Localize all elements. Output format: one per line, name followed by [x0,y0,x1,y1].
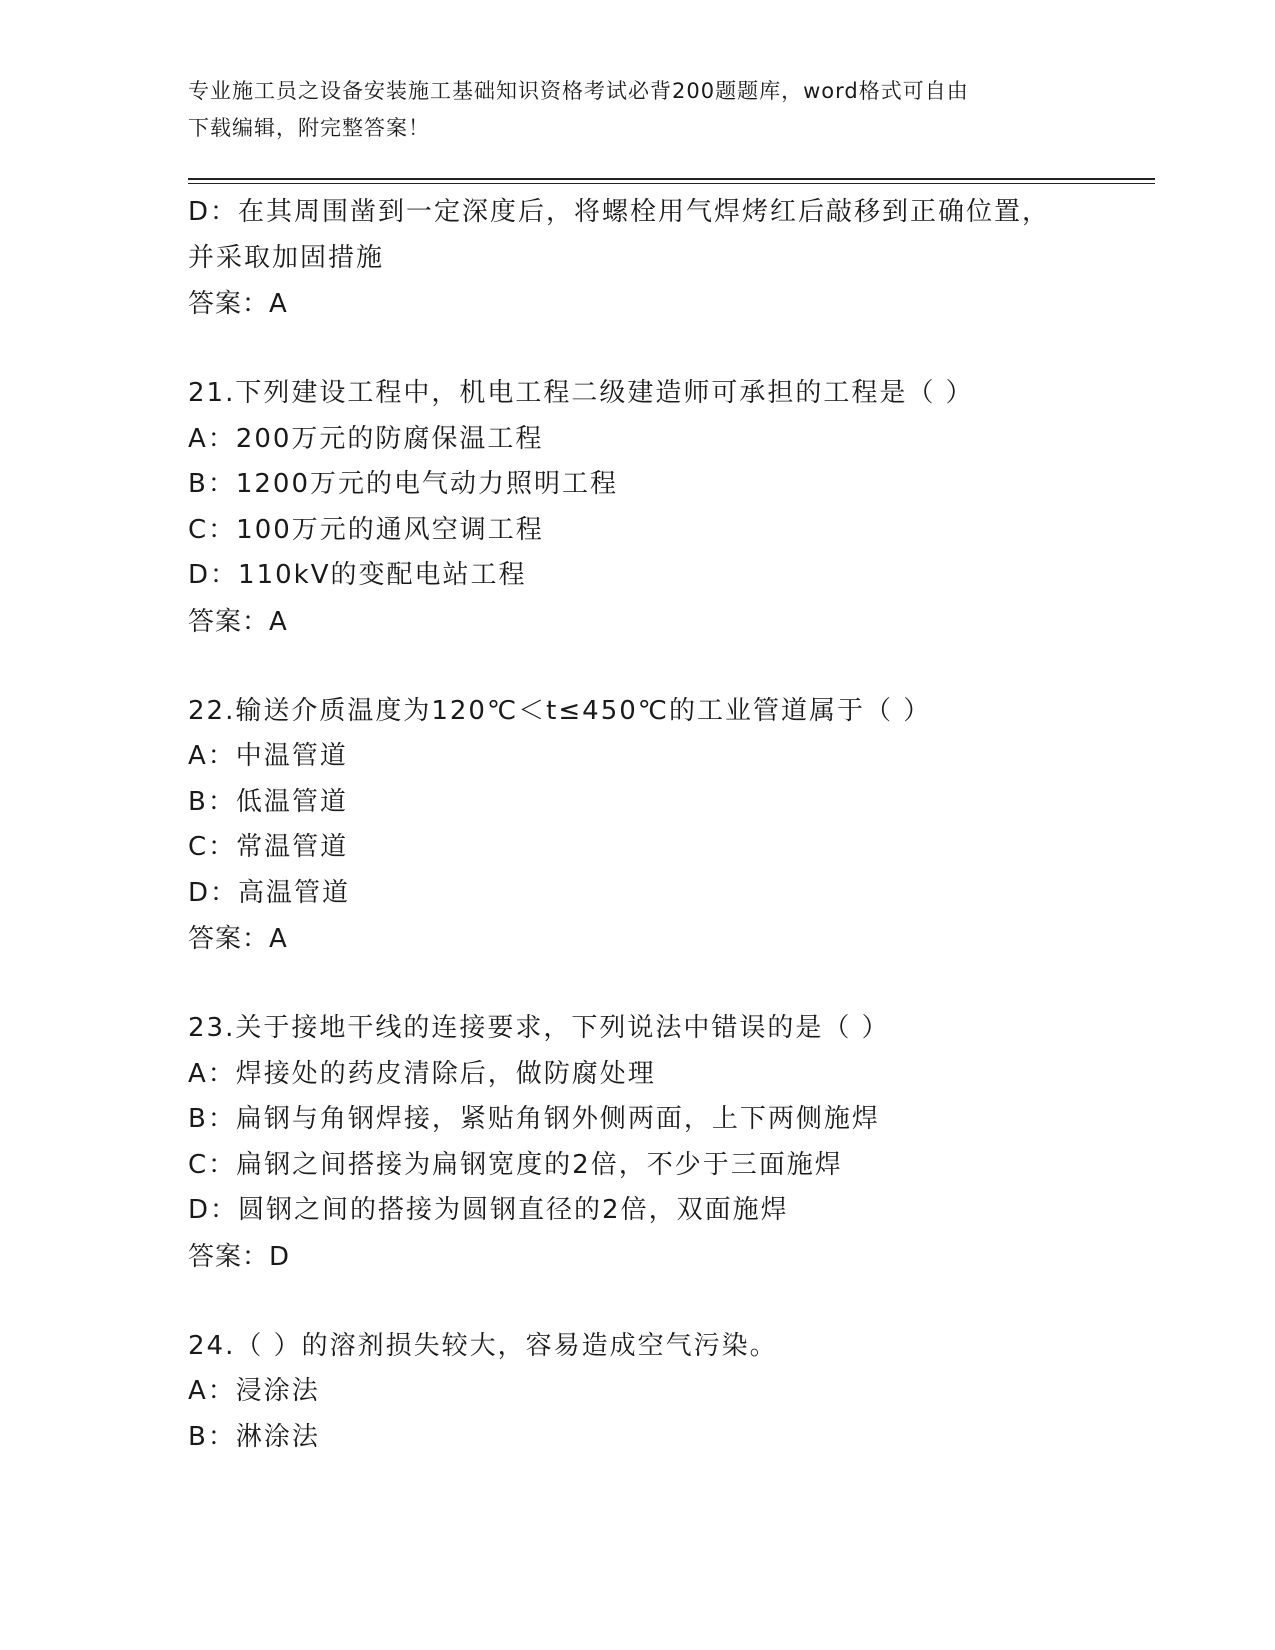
option-b: B：1200万元的电气动力照明工程 [188,469,619,499]
option-c: C：常温管道 [188,832,349,862]
spacer [188,327,1148,371]
option-a: A：中温管道 [188,741,348,771]
option-b: B：淋涂法 [188,1421,320,1452]
question-23 [188,1006,1148,1280]
question-24 [188,1324,1148,1461]
header-divider-thin [188,183,1155,184]
answer-line: 答案：A [188,289,288,319]
option-d: D：高温管道 [188,877,351,908]
header-title-line-2: 下载编辑，附完整答案！ [188,116,430,140]
spacer [188,645,1148,689]
question-stem: 24.（ ）的溶剂损失较大，容易造成空气污染。 [188,1330,778,1361]
question-stem: 22.输送介质温度为120℃＜t≤450℃的工业管道属于（ ） [188,695,932,726]
header-divider-thick [188,178,1155,180]
option-a: A：焊接处的药皮清除后，做防腐处理 [188,1058,656,1089]
option-d: D：110kV的变配电站工程 [188,560,527,590]
carry-over-question [188,190,1148,327]
question-content [188,190,1148,1460]
option-d: D：圆钢之间的搭接为圆钢直径的2倍，双面施焊 [188,1195,789,1225]
spacer [188,962,1148,1006]
option-c: C：100万元的通风空调工程 [188,514,544,545]
header-title-line-1: 专业施工员之设备安装施工基础知识资格考试必背200题题库，word格式可自由 [188,79,969,103]
option-a: A：浸涂法 [188,1376,320,1406]
option-b: B：低温管道 [188,786,348,817]
question-stem: 23.关于接地干线的连接要求，下列说法中错误的是（ ） [188,1013,890,1043]
question-21 [188,371,1148,645]
question-stem: 21.下列建设工程中，机电工程二级建造师可承担的工程是（ ） [188,378,974,408]
answer-line: 答案：A [188,924,288,954]
document-header [188,73,1088,147]
option-d-line-1: D：在其周围凿到一定深度后，将螺栓用气焊烤红后敲移到正确位置， [188,197,1051,227]
option-d-line-2: 并采取加固措施 [188,242,385,273]
question-22 [188,689,1148,963]
answer-line: 答案：D [188,1241,291,1272]
answer-line: 答案：A [188,606,288,637]
spacer [188,1280,1148,1324]
option-a: A：200万元的防腐保温工程 [188,423,544,454]
option-c: C：扁钢之间搭接为扁钢宽度的2倍，不少于三面施焊 [188,1149,843,1180]
option-b: B：扁钢与角钢焊接，紧贴角钢外侧两面，上下两侧施焊 [188,1104,880,1134]
